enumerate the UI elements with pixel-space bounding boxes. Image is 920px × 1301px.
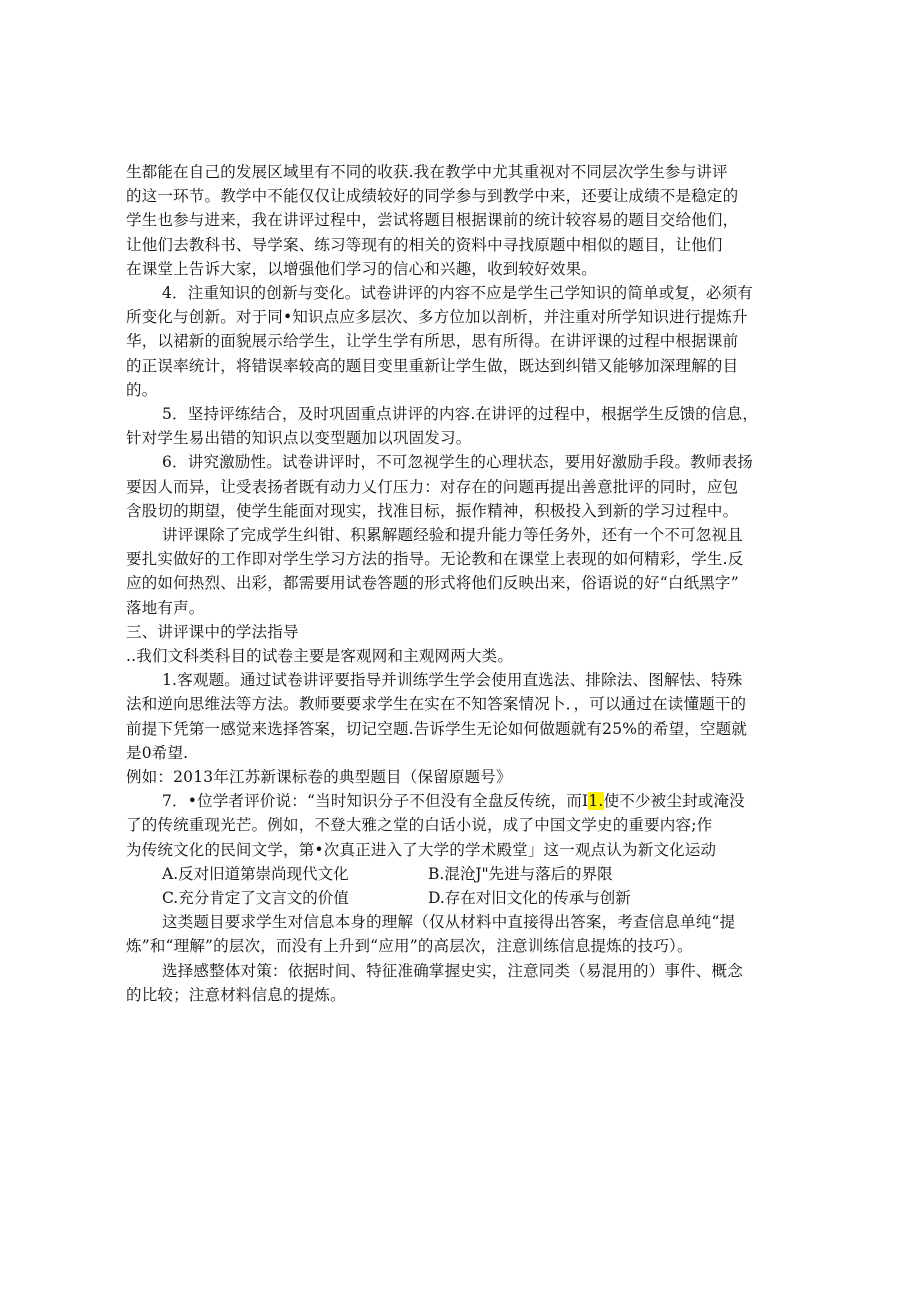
paragraph-line: 要扎实做好的工作即对学生学习方法的指导。无论教和在课堂上表现的如何精彩，学生.反 <box>126 550 744 569</box>
question-7-text: 使不少被尘封或淹没 <box>603 792 745 811</box>
paragraph-line: 4．注重知识的创新与变化。试卷讲评的内容不应是学生己学知识的简单或复，必须有 <box>162 284 753 302</box>
paragraph-line: 含股切的期望，使学生能面对现实，找准目标，振作精神，积极投入到新的学习过程中。 <box>126 501 739 520</box>
paragraph-line: ..我们文科类科目的试卷主要是客观网和主观网两大类。 <box>126 647 514 665</box>
paragraph-line: 法和逆向思维法等方法。教师要要求学生在实在不知答案情况卜．，可以通过在读懂题干的 <box>126 695 747 714</box>
paragraph-line: 前提下凭第一感觉来选择答案，切记空题.告诉学生无论如何做题就有25%的希望，空题就 <box>126 719 748 738</box>
paragraph-line: 的这一环节。教学中不能仅仅让成绩较好的同学参与到教学中来，还要让成绩不是稳定的 <box>126 187 739 206</box>
option-c: C.充分肯定了文言文的价值 <box>162 889 349 907</box>
paragraph-line: 落地有声。 <box>126 598 205 617</box>
paragraph-line: 1.客观题。通过试卷讲评要指导并训练学生学会使用直选法、排除法、图解怯、特殊 <box>162 671 743 690</box>
option-d: D.存在对旧文化的传承与创新 <box>428 889 631 907</box>
section-heading: 三、讲评课中的学法指导 <box>126 622 299 641</box>
paragraph-line: 的。 <box>126 380 158 399</box>
paragraph-line: 5．坚持评练结合，及时巩固重点讲评的内容.在讲评的过程中，根据学生反馈的信息， <box>162 405 759 423</box>
paragraph-line: 在课堂上告诉大家，以增强他们学习的信心和兴趣，收到较好效果。 <box>126 259 598 278</box>
option-a: A.反对旧道第崇尚现代文化 <box>162 864 349 883</box>
question-7-text: 7．•位学者评价说：“当时知识分子不但没有全盘反传统，而I <box>162 792 589 811</box>
highlighted-text: 1. <box>588 792 604 811</box>
paragraph-line: 的正误率统计，将错误率较高的题目变里重新让学生做，既达到纠错又能够加深理解的目 <box>126 356 739 375</box>
paragraph-line: 学生也参与进来，我在讲评过程中，尝试将题目根据课前的统计较容易的题目交给他们， <box>126 211 739 230</box>
paragraph-line: 6．讲究激励性。试卷讲评时，不可忽视学生的心理状态，要用好激励手段。教师表扬 <box>162 453 753 472</box>
question-7-line: 了的传统重现光芒。例如，不登大雅之堂的白话小说，成了中国文学史的重要内容;作 <box>126 816 713 835</box>
paragraph-line: 应的如何热烈、出彩，都需要用试卷答题的形式将他们反映出来，俗语说的好“白纸黑字” <box>126 574 739 593</box>
paragraph-line: 这类题目要求学生对信息本身的理解（仅从材料中直接得出答案，考查信息单纯“提 <box>162 913 736 932</box>
paragraph-line: 针对学生易出错的知识点以变型题加以巩固发习。 <box>126 429 472 448</box>
option-b: B.混沧J"先进与落后的界限 <box>428 864 613 883</box>
example-line: 例如：2013年江苏新课标卷的典型题目（保留原题号》 <box>126 768 512 786</box>
paragraph-line: 生都能在自己的发展区域里有不同的收获.我在教学中尤其重视对不同层次学生参与讲评 <box>126 163 728 181</box>
question-7-line: 为传统文化的民间文学，第•次真正进入了大学的学术殿堂」这一观点认为新文化运动 <box>126 840 717 859</box>
paragraph-line: 所变化与创新。对于同•知识点应多层次、多方位加以剖析，并注重对所学知识进行提炼升 <box>126 308 748 327</box>
paragraph-line: 的比较；注意材料信息的提炼。 <box>126 985 346 1004</box>
paragraph-line: 华，以裙新的面貌展示给学生，让学生学有所思，思有所得。在讲评课的过程中根据课前 <box>126 332 739 351</box>
paragraph-line: 炼”和“理解”的层次，而没有上升到“应用”的高层次，注意训练信息提炼的技巧）。 <box>126 937 693 956</box>
question-7-line <box>162 789 842 813</box>
paragraph-line: 选择感整体对策：依据时间、特征准确掌握史实，注意同类（易混用的）事件、概念 <box>162 961 743 980</box>
paragraph-line: 让他们去教科书、导学案、练习等现有的相关的资料中寻找原题中相似的题目，让他们 <box>126 235 723 254</box>
paragraph-line: 是0希望. <box>126 743 189 762</box>
paragraph-line: 讲评课除了完成学生纠钳、积累解题经验和提升能力等任务外，还有一个不可忽视且 <box>162 526 743 544</box>
paragraph-line: 要因人而异，让受表扬者既有动力乂仃压力：对存在的问题再提出善意批评的同时，应包 <box>126 477 739 496</box>
